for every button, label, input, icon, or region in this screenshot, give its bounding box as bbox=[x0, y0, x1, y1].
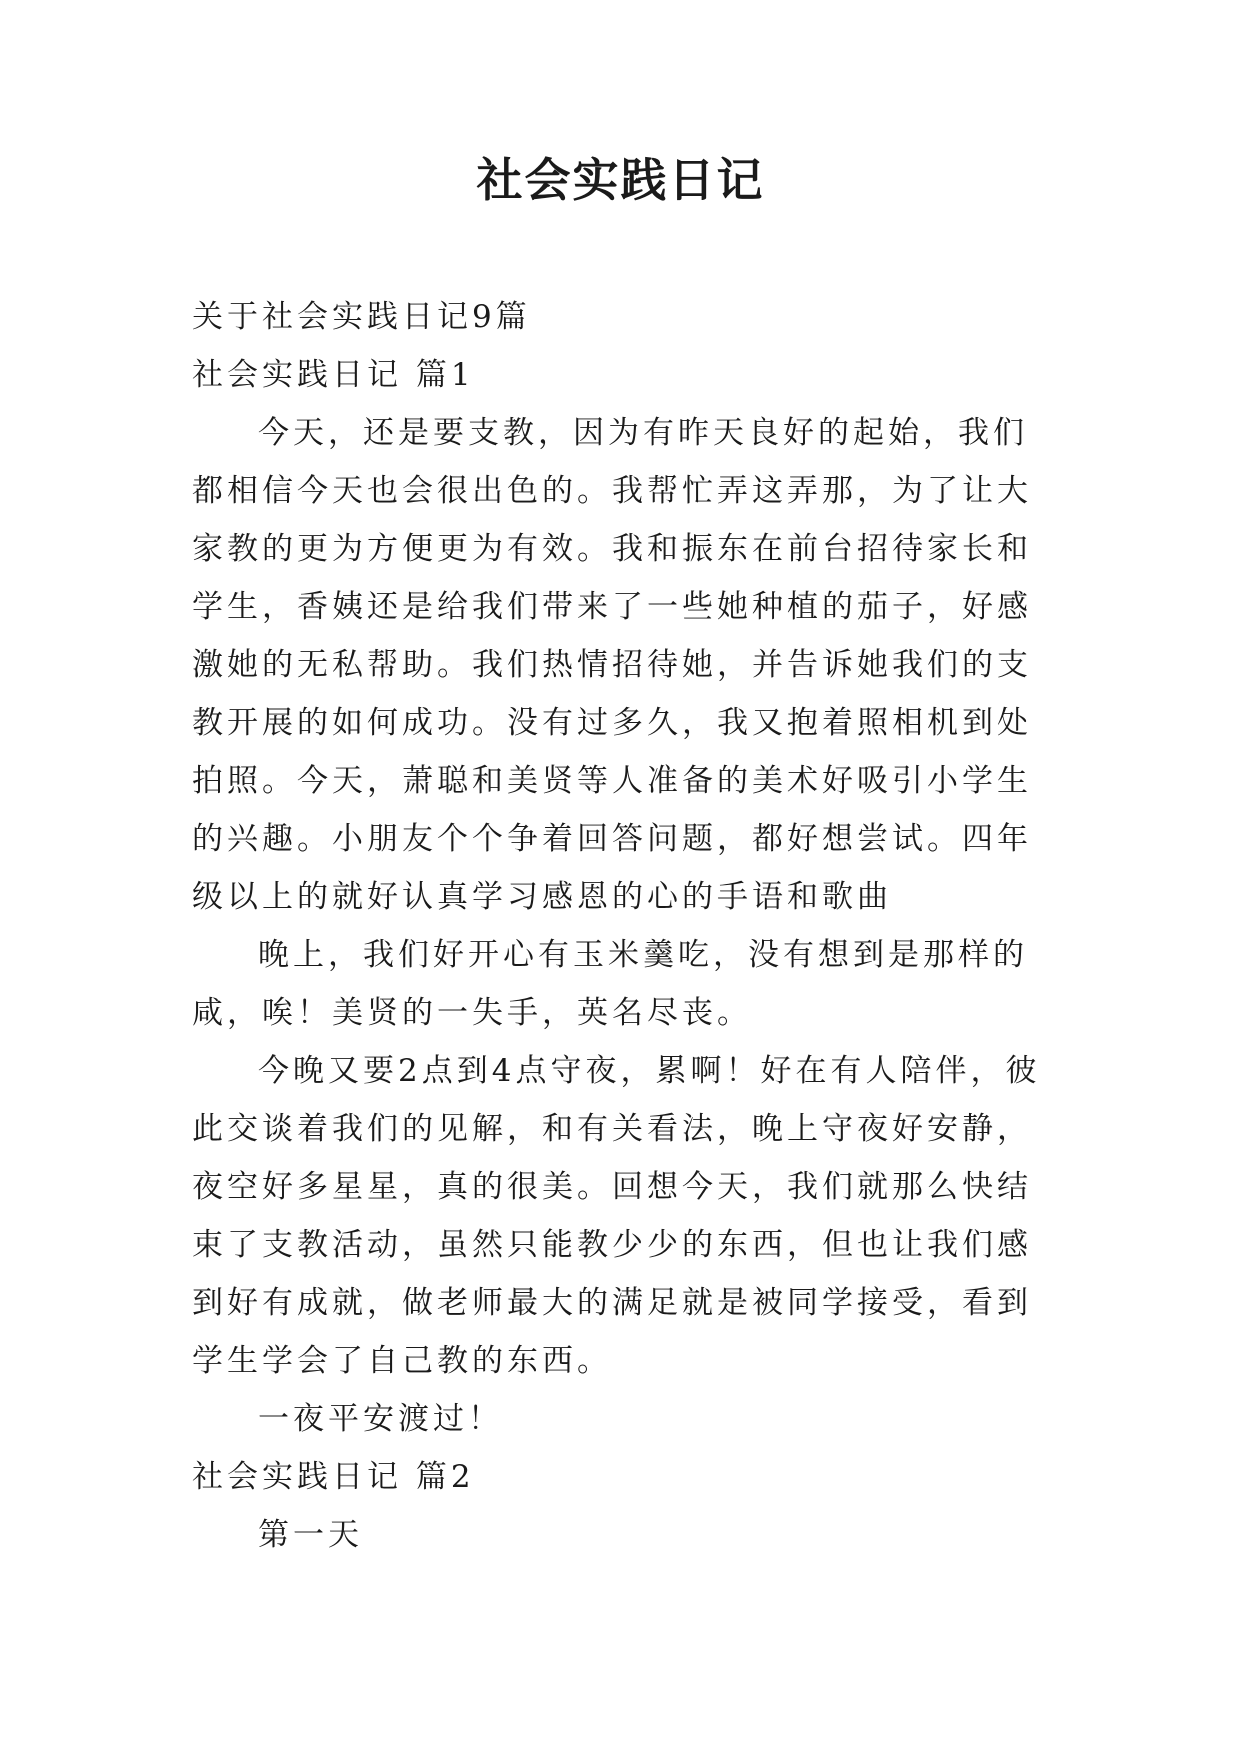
paragraph: 第一天 bbox=[258, 1517, 363, 1553]
paragraph: 一夜平安渡过！ bbox=[258, 1401, 503, 1437]
paragraph: 今晚又要2点到4点守夜，累啊！好在有人陪伴，彼此交谈着我们的见解，和有关看法，晚上守夜好安静，夜空好多星星，真的很美。回想今天，我们就那么快结束了支教活动，虽然只能教少少的东西，但也让我们感到好有成就，做老师最大的满足就是被同学接受，看到学生学会了自己教的东西。 bbox=[192, 1053, 1041, 1379]
section-heading: 社会实践日记 篇2 bbox=[192, 1459, 475, 1495]
paragraph: 今天，还是要支教，因为有昨天良好的起始，我们都相信今天也会很出色的。我帮忙弄这弄那，为了让大家教的更为方便更为有效。我和振东在前台招待家长和学生，香姨还是给我们带来了一些她种植的茄子，好感激她的无私帮助。我们热情招待她，并告诉她我们的支教开展的如何成功。没有过多久，我又抱着照相机到处拍照。今天，萧聪和美贤等人准备的美术好吸引小学生的兴趣。小朋友个个争着回答问题，都好想尝试。四年级以上的就好认真学习感恩的心的手语和歌曲 bbox=[192, 415, 1032, 915]
document-title: 社会实践日记 bbox=[476, 153, 765, 207]
document-body bbox=[192, 288, 1062, 1564]
section-heading: 社会实践日记 篇1 bbox=[192, 357, 475, 393]
document-subtitle: 关于社会实践日记9篇 bbox=[192, 299, 531, 335]
paragraph: 晚上，我们好开心有玉米羹吃，没有想到是那样的咸，唉！美贤的一失手，英名尽丧。 bbox=[192, 937, 1028, 1031]
